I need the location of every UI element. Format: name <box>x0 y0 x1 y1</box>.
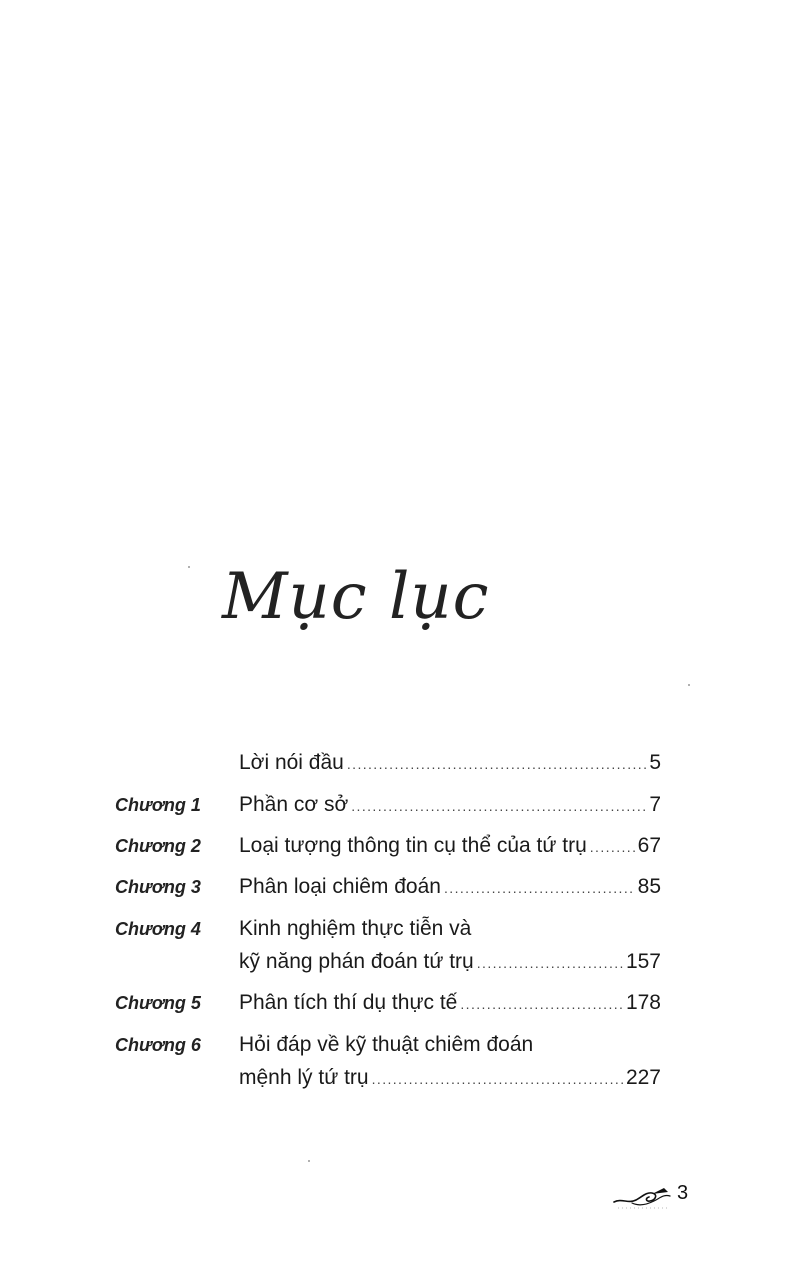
toc-entry-line <box>239 1063 661 1094</box>
toc-entry-intro[interactable] <box>0 748 800 778</box>
toc-entry-chapter-4-continued[interactable] <box>0 947 800 977</box>
chapter-label: Chương 3 <box>115 877 201 897</box>
toc-entry-line <box>239 947 661 978</box>
chapter-label: Chương 1 <box>115 795 201 815</box>
toc-page-number: 178 <box>625 991 661 1014</box>
chapter-label: Chương 4 <box>115 919 201 939</box>
toc-entry-chapter-1[interactable] <box>0 790 800 820</box>
dot-leader <box>477 948 623 978</box>
toc-entry-line <box>239 790 661 821</box>
toc-entry-title: Phân loại chiêm đoán <box>239 875 441 898</box>
toc-entry-line <box>239 988 661 1019</box>
toc-page-number: 5 <box>649 751 661 774</box>
scan-speck <box>688 684 690 686</box>
toc-entry-line <box>239 748 661 779</box>
toc-entry-chapter-3[interactable] <box>0 872 800 902</box>
toc-page-number: 85 <box>637 875 661 898</box>
toc-entry-chapter-5[interactable] <box>0 988 800 1018</box>
scan-speck <box>308 1160 310 1162</box>
toc-entry-title-continued: mệnh lý tứ trụ <box>239 1066 369 1089</box>
toc-entry-chapter-6[interactable] <box>0 1030 800 1060</box>
page-title: Mục lục <box>222 560 490 634</box>
chapter-label: Chương 5 <box>115 993 201 1013</box>
dot-leader <box>590 832 635 862</box>
flourish-ornament-icon <box>612 1184 674 1210</box>
dot-leader <box>460 989 623 1019</box>
toc-entry-title: Loại tượng thông tin cụ thể của tứ trụ <box>239 834 587 857</box>
toc-page-number: 7 <box>649 793 661 816</box>
toc-entry-title-continued: kỹ năng phán đoán tứ trụ <box>239 950 474 973</box>
toc-page-number: 67 <box>637 834 661 857</box>
toc-entry-line <box>239 831 661 862</box>
dot-leader <box>347 749 646 779</box>
dot-leader <box>444 873 635 903</box>
toc-page-number: 227 <box>625 1066 661 1089</box>
chapter-label: Chương 6 <box>115 1035 201 1055</box>
toc-entry-chapter-6-continued[interactable] <box>0 1063 800 1093</box>
toc-entry-chapter-2[interactable] <box>0 831 800 861</box>
toc-entry-title: Lời nói đầu <box>239 751 344 774</box>
chapter-label: Chương 2 <box>115 836 201 856</box>
toc-entry-title: Kinh nghiệm thực tiễn và <box>239 917 472 940</box>
toc-entry-line <box>239 872 661 903</box>
toc-entry-title: Phân tích thí dụ thực tế <box>239 991 458 1014</box>
toc-entry-title: Phần cơ sở <box>239 793 349 816</box>
page-footer <box>612 1180 702 1214</box>
toc-page-number: 157 <box>625 950 661 973</box>
toc-entry-chapter-4[interactable] <box>0 914 800 944</box>
toc-entry-title: Hỏi đáp về kỹ thuật chiêm đoán <box>239 1033 534 1056</box>
page-number: 3 <box>677 1182 689 1204</box>
dot-leader <box>372 1064 623 1094</box>
dot-leader <box>351 791 646 821</box>
scan-speck <box>188 566 190 568</box>
